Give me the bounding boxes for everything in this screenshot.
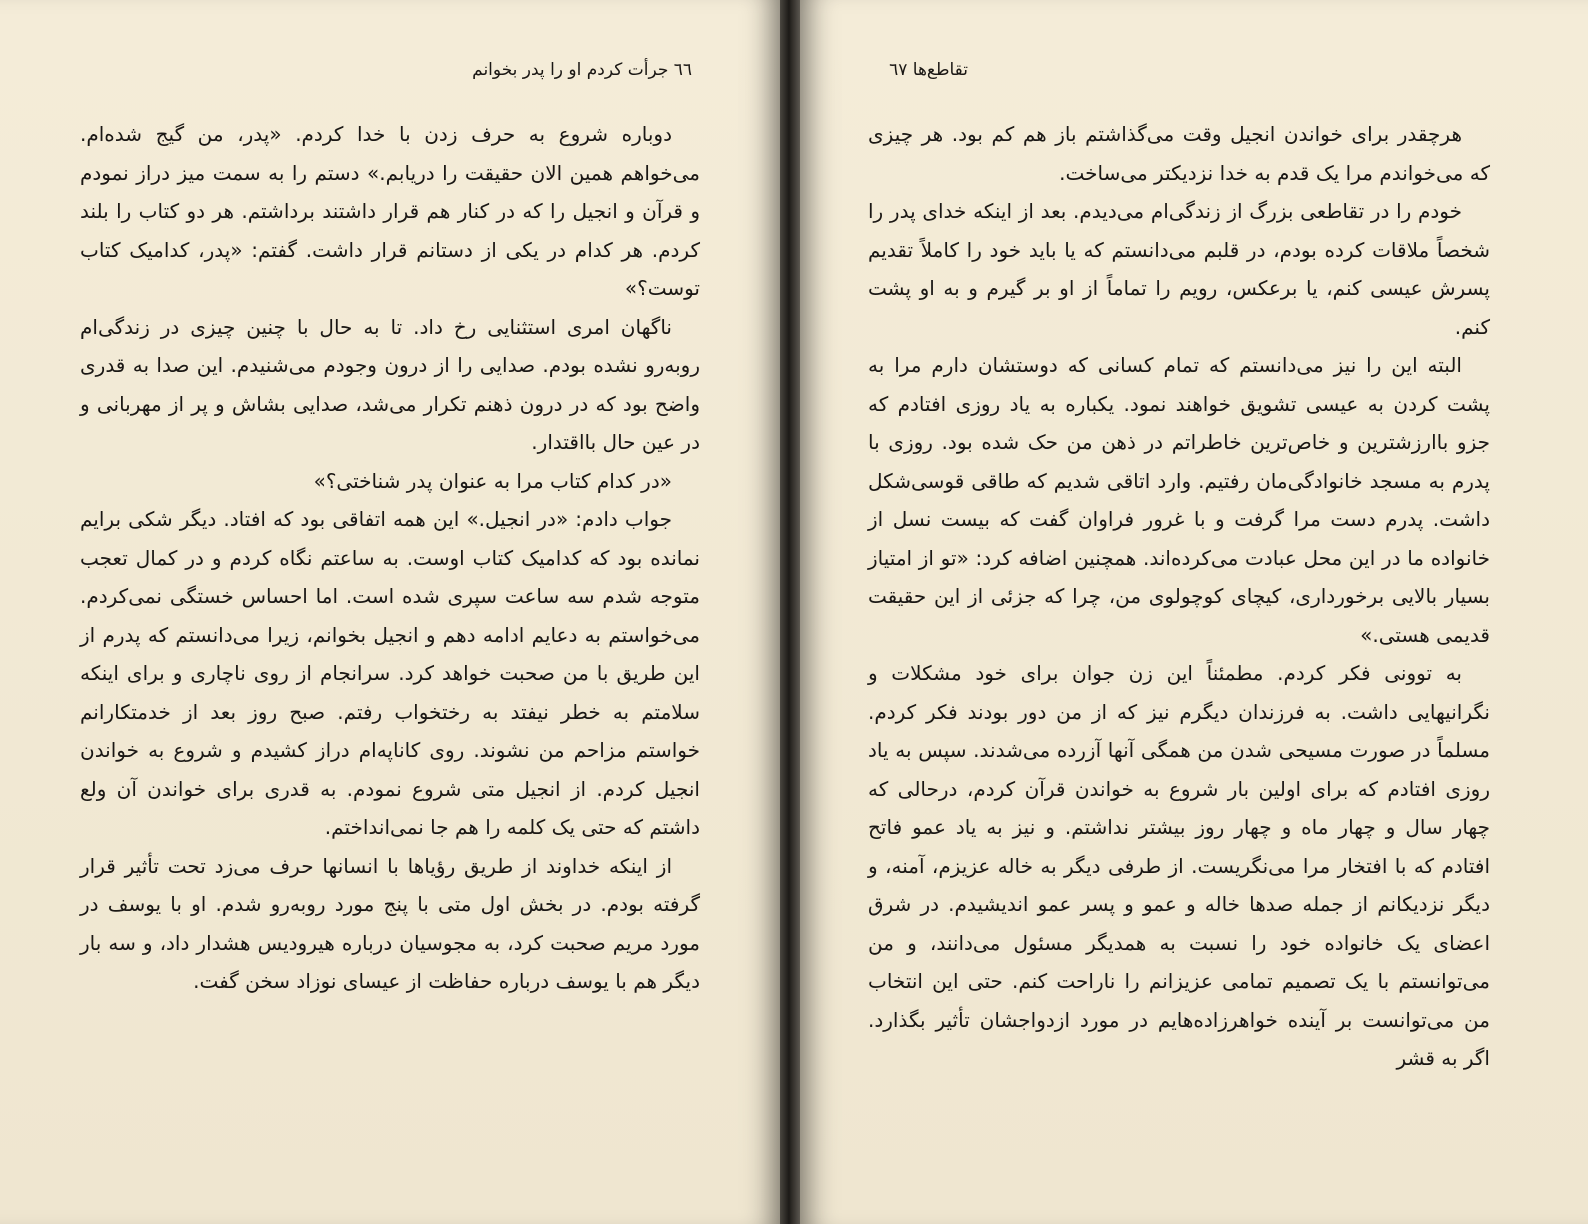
right-page xyxy=(800,0,1588,1224)
book-gutter xyxy=(780,0,800,1224)
paragraph: ناگهان امری استثنایی رخ داد. تا به حال با چنین چیزی در زندگی‌ام روبه‌رو نشده بودم. صدایی را از درون وجودم می‌شنیدم. این صدا به قدری واضح بود که در درون ذهنم تکرار می‌شد، صدایی بشاش و پر از مهربانی و در عین حال بااقتدار. xyxy=(80,314,700,454)
left-page-header: ٦٦ جرأت کردم او را پدر بخوانم xyxy=(472,60,692,80)
left-page xyxy=(0,0,780,1224)
right-page-header: تقاطع‌ها ٦٧ xyxy=(889,60,968,80)
paragraph: خودم را در تقاطعی بزرگ از زندگی‌ام می‌دیدم. بعد از اینکه خدای پدر را شخصاً ملاقات کرده بودم، در قلبم می‌دانستم که یا باید خود را کاملاً تقدیم پسرش عیسی کنم، یا برعکس، رویم را تماماً از او بر گیرم و به او پشت کنم. xyxy=(868,199,1490,339)
left-page-body xyxy=(80,115,700,1001)
paragraph: از اینکه خداوند از طریق رؤیاها با انسانها حرف می‌زد تحت تأثیر قرار گرفته بودم. در بخش اول متی با پنج مورد روبه‌رو شدم. او با یوسف در مورد مریم صحبت کرد، به مجوسیان درباره هیرودیس هشدار داد، و سه بار دیگر هم با یوسف درباره حفاظت از عیسای نوزاد سخن گفت. xyxy=(80,853,700,993)
right-page-body xyxy=(868,115,1490,1078)
paragraph: البته این را نیز می‌دانستم که تمام کسانی که دوستشان دارم مرا به پشت کردن به عیسی تشویق خواهند نمود. یکباره به یاد روزی افتادم که جزو باارزشترین و خاص‌ترین خاطراتم در ذهن من حک شده بود. روزی با پدرم به مسجد خانوادگی‌مان رفتیم. وارد اتاقی شدیم که طاقی قوسی‌شکل داشت. پدرم دست مرا گرفت و با غرور فراوان گفت که بیست نسل از خانواده ما در این محل عبادت می‌کرده‌اند. همچنین اضافه کرد: «تو از امتیاز بسیار بالایی برخورداری، کیچای کوچولوی من، چرا که جزئی از این حقیقت قدیمی هستی.» xyxy=(868,353,1490,647)
paragraph: جواب دادم: «در انجیل.» این همه اتفاقی بود که افتاد. دیگر شکی برایم نمانده بود که کدامیک کتاب اوست. به ساعتم نگاه کردم و در کمال تعجب متوجه شدم سه ساعت سپری شده است. اما احساس خستگی نمی‌کردم. می‌خواستم به دعایم ادامه دهم و انجیل بخوانم، زیرا می‌دانستم که پدرم از این طریق با من صحبت خواهد کرد. سرانجام از روی ناچاری و برای اینکه سلامتم به خطر نیفتد به رختخواب رفتم. صبح روز بعد از خدمتکارانم خواستم مزاحم من نشوند. روی کاناپه‌ام دراز کشیدم و شروع به خواندن انجیل کردم. از انجیل متی شروع نمودم. به قدری برای خواندن آن ولع داشتم که حتی یک کلمه را هم جا نمی‌انداختم. xyxy=(80,507,700,839)
paragraph: به توونی فکر کردم. مطمئناً این زن جوان برای خود مشکلات و نگرانیهایی داشت. به فرزندان دیگرم نیز که از من دور بودند فکر کردم. مسلماً در صورت مسیحی شدن من همگی آنها آزرده می‌شدند. سپس به یاد روزی افتادم که برای اولین بار شروع به خواندن قرآن کردم، درحالی که چهار سال و چهار ماه و چهار روز بیشتر نداشتم. و نیز به یاد عمو فاتح افتادم که با افتخار مرا می‌نگریست. از طرفی دیگر به خاله عزیزم، آمنه، و دیگر نزدیکانم از جمله صدها خاله و عمو و پسر عمو اندیشیدم. در شرق اعضای یک خانواده خود را نسبت به همدیگر مسئول می‌دانند، و من می‌توانستم با یک تصمیم تمامی عزیزانم را ناراحت کنم. حتی این انتخاب من می‌توانست بر آینده خواهرزاده‌هایم در مورد ازدواجشان تأثیر بگذارد. اگر به قشر xyxy=(868,661,1490,1070)
paragraph: هرچقدر برای خواندن انجیل وقت می‌گذاشتم باز هم کم بود. هر چیزی که می‌خواندم مرا یک قدم به خدا نزدیکتر می‌ساخت. xyxy=(868,122,1490,185)
paragraph: دوباره شروع به حرف زدن با خدا کردم. «پدر، من گیج شده‌ام. می‌خواهم همین الان حقیقت را دریابم.» دستم را به سمت میز دراز نمودم و قرآن و انجیل را که در کنار هم قرار داشتند برداشتم. هر دو کتاب را بلند کردم. هر کدام در یکی از دستانم قرار داشت. گفتم: «پدر، کدامیک کتاب توست؟» xyxy=(80,122,700,300)
paragraph: «در کدام کتاب مرا به عنوان پدر شناختی؟» xyxy=(313,468,672,493)
